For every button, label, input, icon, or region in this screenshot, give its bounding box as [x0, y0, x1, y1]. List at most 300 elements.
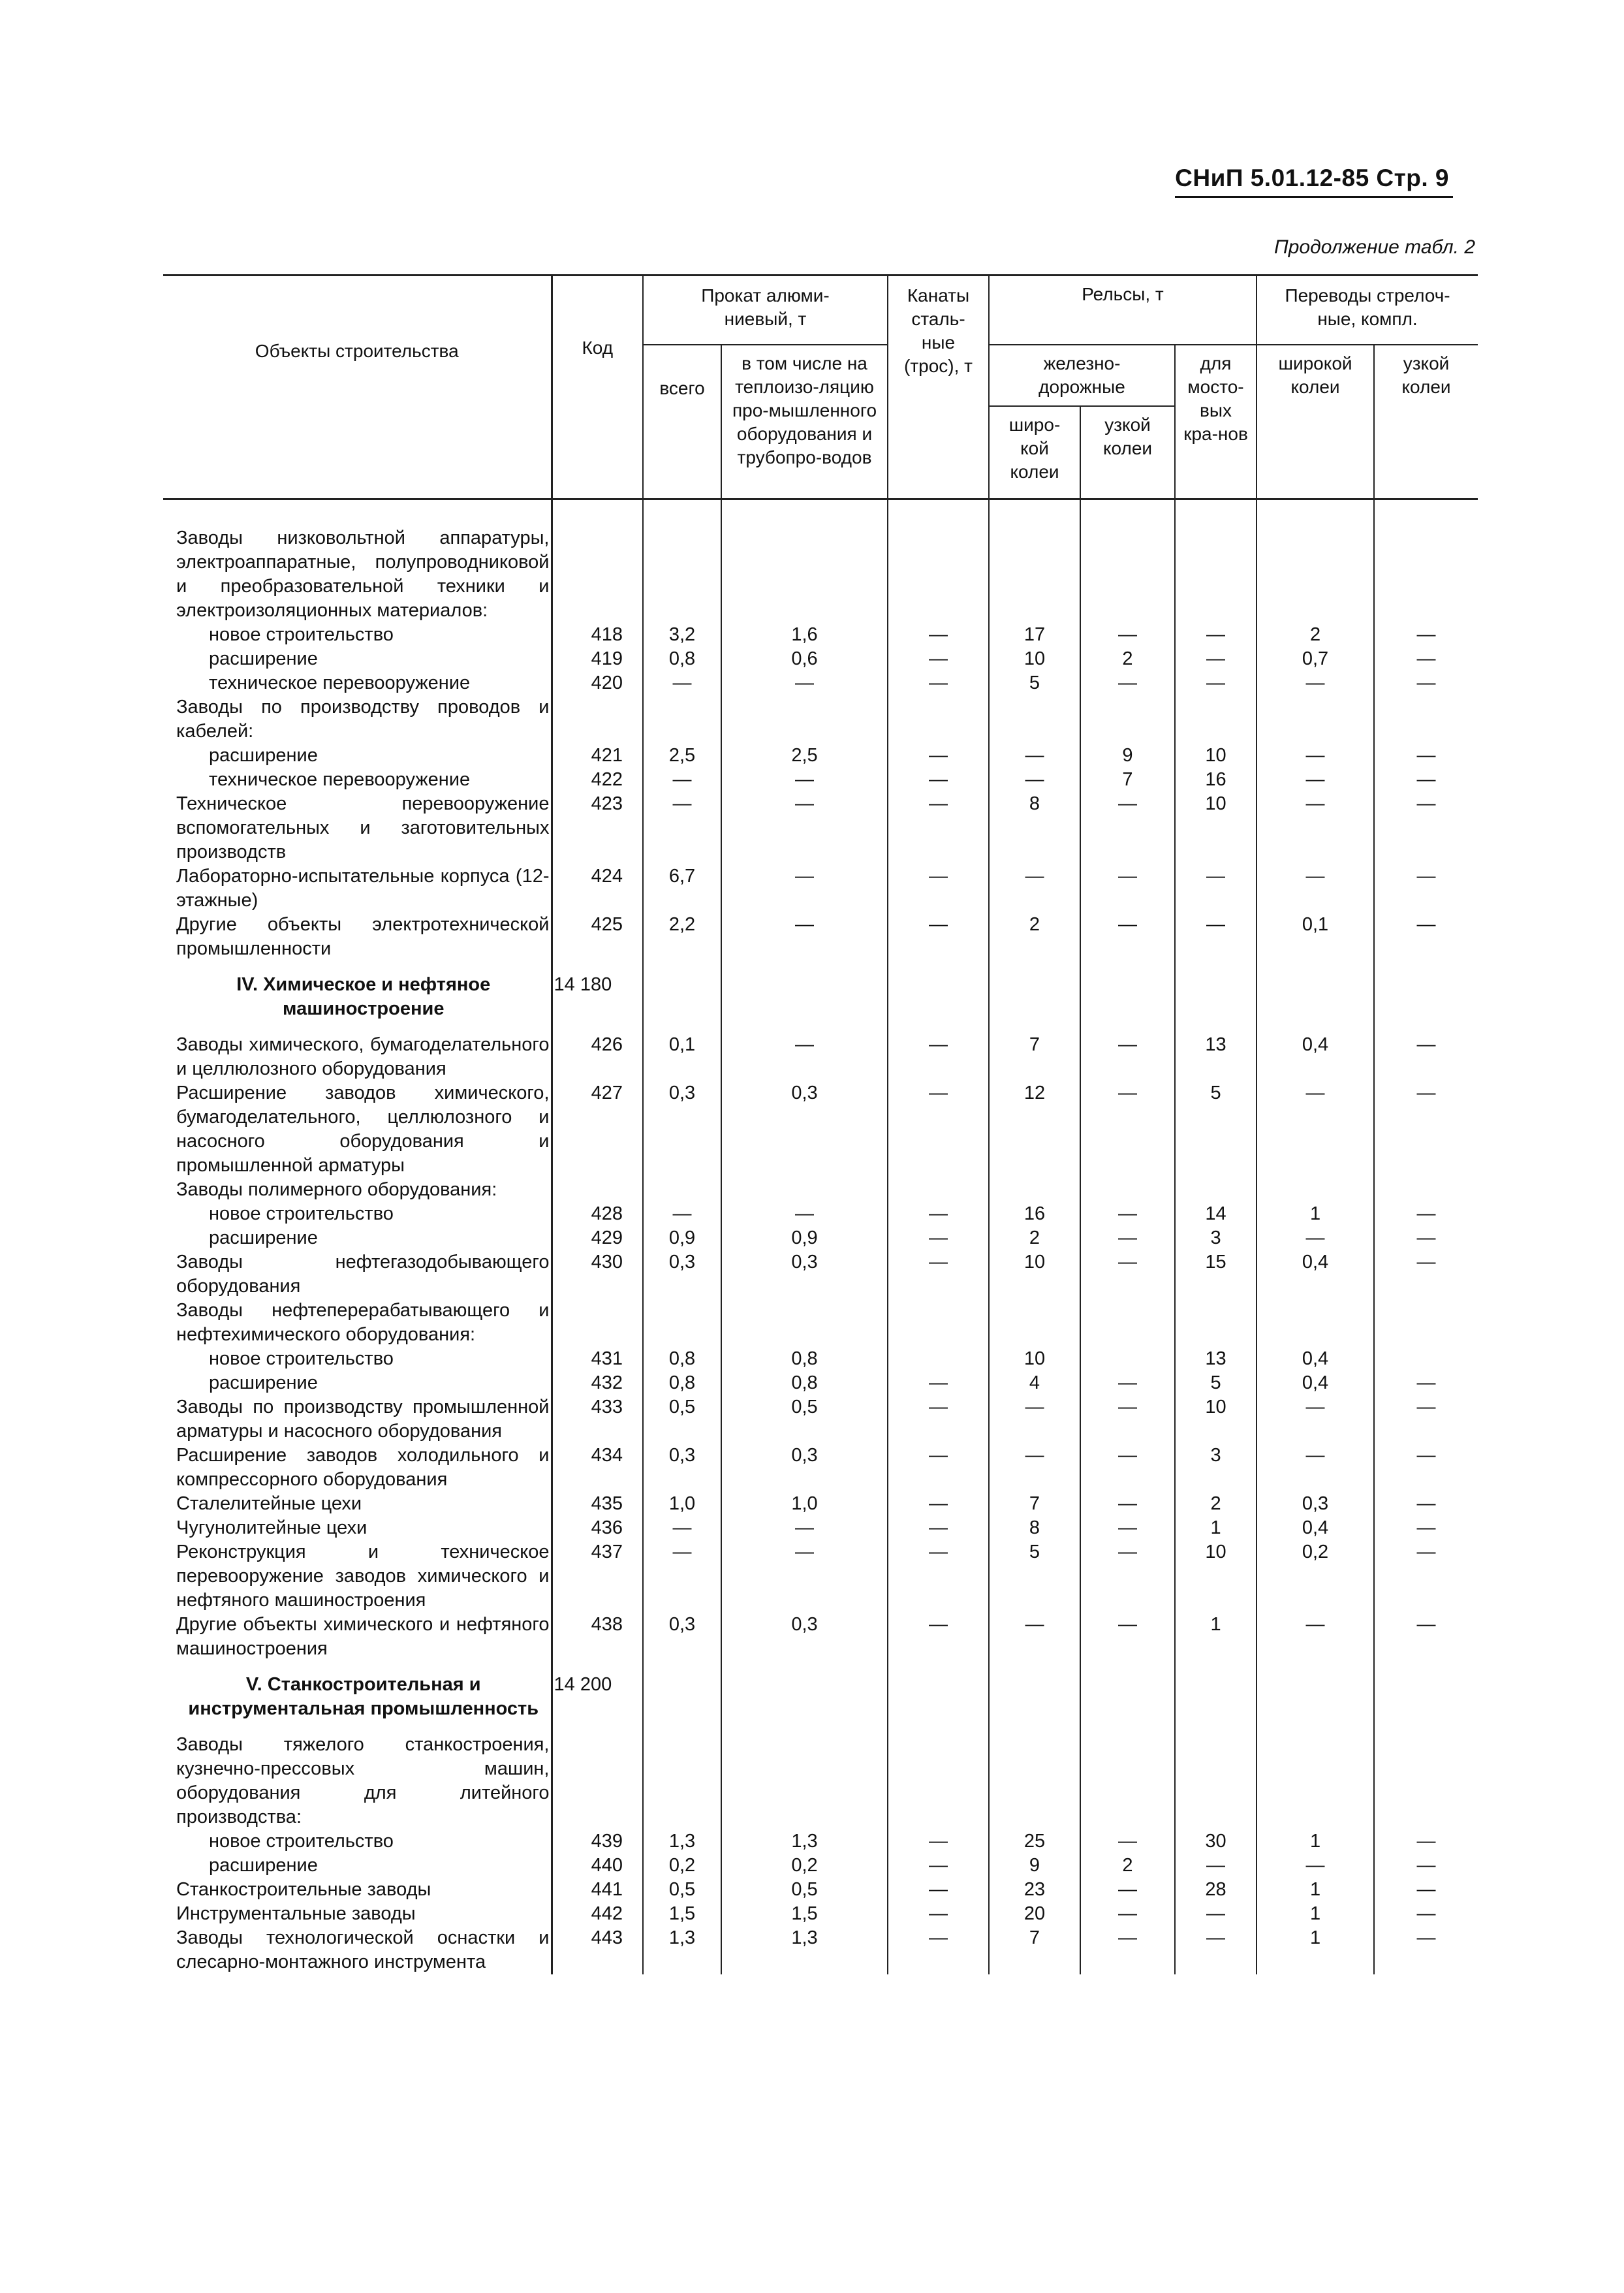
- table-row: [163, 1347, 1478, 1371]
- aluminum-total-cell: 2,2: [643, 913, 721, 961]
- switches-narrow-cell: —: [1374, 768, 1478, 792]
- rails-bridge-cranes-cell: 10: [1175, 744, 1257, 768]
- rails-narrow-cell: [1080, 1178, 1175, 1202]
- rails-wide-cell: 2: [989, 1226, 1080, 1250]
- switches-narrow-cell: —: [1374, 1878, 1478, 1902]
- col-aluminum-header: Прокат алюми-ниевый, т: [643, 276, 888, 345]
- col-switches-wide-header: широкой колеи: [1257, 345, 1374, 499]
- switches-narrow-cell: [1374, 1178, 1478, 1202]
- section-heading: V. Станкостроительная и инструментальная промышленность: [188, 1674, 539, 1719]
- rails-narrow-cell: —: [1080, 1540, 1175, 1613]
- steel-ropes-cell: —: [888, 1395, 989, 1444]
- col-rails-wide-header: широ-кой колеи: [989, 406, 1080, 499]
- col-rails-railway-header: железно-дорожные: [989, 345, 1175, 406]
- code-cell: 432: [552, 1371, 643, 1395]
- aluminum-total-cell: 0,3: [643, 1081, 721, 1178]
- aluminum-insulation-cell: [721, 1299, 888, 1347]
- rails-narrow-cell: —: [1080, 1829, 1175, 1854]
- rails-wide-cell: 10: [989, 1347, 1080, 1371]
- code-cell: 424: [552, 864, 643, 913]
- table-row: [163, 961, 1478, 1033]
- rails-bridge-cranes-cell: 28: [1175, 1878, 1257, 1902]
- table-row: [163, 1178, 1478, 1202]
- rails-wide-cell: 9: [989, 1854, 1080, 1878]
- code-cell: 429: [552, 1226, 643, 1250]
- table-row: [163, 1202, 1478, 1226]
- rails-wide-cell: 25: [989, 1829, 1080, 1854]
- aluminum-insulation-cell: 0,9: [721, 1226, 888, 1250]
- object-name-cell: Реконструкция и техническое перевооружение заводов химического и нефтяного машиностроения: [176, 1542, 550, 1611]
- rails-bridge-cranes-cell: 2: [1175, 1492, 1257, 1516]
- object-name-cell: Заводы низковольтной аппаратуры, электроаппаратные, полупроводниковой и преобразовательной техники и электроизоляционных материалов:: [176, 528, 550, 621]
- object-name-cell: Сталелитейные цехи: [176, 1493, 362, 1514]
- rails-wide-cell: —: [989, 1395, 1080, 1444]
- col-switches-header: Переводы стрелоч-ные, компл.: [1257, 276, 1478, 345]
- switches-wide-cell: 0,7: [1257, 647, 1374, 671]
- aluminum-insulation-cell: 0,8: [721, 1347, 888, 1371]
- aluminum-insulation-cell: 1,3: [721, 1926, 888, 1974]
- switches-narrow-cell: —: [1374, 1540, 1478, 1613]
- table-row: [163, 1926, 1478, 1974]
- rails-narrow-cell: [1080, 1299, 1175, 1347]
- aluminum-total-cell: —: [643, 792, 721, 864]
- aluminum-total-cell: —: [643, 671, 721, 695]
- switches-wide-cell: —: [1257, 1395, 1374, 1444]
- switches-narrow-cell: [1374, 1733, 1478, 1829]
- materials-table-container: [163, 274, 1478, 1974]
- aluminum-total-cell: 0,8: [643, 1371, 721, 1395]
- aluminum-insulation-cell: —: [721, 1033, 888, 1081]
- table-row: [163, 671, 1478, 695]
- aluminum-total-cell: 0,5: [643, 1395, 721, 1444]
- rails-bridge-cranes-cell: —: [1175, 1926, 1257, 1974]
- switches-wide-cell: —: [1257, 768, 1374, 792]
- object-name-cell: новое строительство: [209, 624, 394, 645]
- table-row: [163, 1733, 1478, 1829]
- switches-wide-cell: —: [1257, 1613, 1374, 1661]
- rails-narrow-cell: —: [1080, 1492, 1175, 1516]
- table-row: [163, 744, 1478, 768]
- switches-narrow-cell: [1374, 1347, 1478, 1371]
- steel-ropes-cell: —: [888, 792, 989, 864]
- aluminum-total-cell: [643, 961, 721, 1033]
- rails-bridge-cranes-cell: [1175, 1178, 1257, 1202]
- rails-wide-cell: 10: [989, 1250, 1080, 1299]
- aluminum-total-cell: 0,3: [643, 1613, 721, 1661]
- section-heading: IV. Химическое и нефтяное машиностроение: [236, 974, 491, 1019]
- rails-bridge-cranes-cell: —: [1175, 671, 1257, 695]
- aluminum-insulation-cell: 0,5: [721, 1395, 888, 1444]
- object-name-cell: Другие объекты химического и нефтяного машиностроения: [176, 1614, 550, 1659]
- aluminum-insulation-cell: 0,3: [721, 1613, 888, 1661]
- aluminum-total-cell: 0,3: [643, 1250, 721, 1299]
- code-cell: 431: [552, 1347, 643, 1371]
- aluminum-total-cell: —: [643, 1202, 721, 1226]
- aluminum-insulation-cell: 0,3: [721, 1250, 888, 1299]
- object-name-cell: расширение: [209, 1227, 318, 1248]
- aluminum-insulation-cell: [721, 1661, 888, 1733]
- steel-ropes-cell: —: [888, 1829, 989, 1854]
- rails-bridge-cranes-cell: 15: [1175, 1250, 1257, 1299]
- table-row: [163, 1516, 1478, 1540]
- rails-bridge-cranes-cell: 13: [1175, 1347, 1257, 1371]
- aluminum-total-cell: —: [643, 768, 721, 792]
- aluminum-total-cell: 0,8: [643, 1347, 721, 1371]
- switches-wide-cell: —: [1257, 1854, 1374, 1878]
- rails-bridge-cranes-cell: —: [1175, 647, 1257, 671]
- materials-table: [163, 274, 1478, 1974]
- rails-narrow-cell: [1080, 1347, 1175, 1371]
- aluminum-total-cell: 1,3: [643, 1926, 721, 1974]
- code-cell: [552, 695, 643, 744]
- switches-wide-cell: 0,2: [1257, 1540, 1374, 1613]
- aluminum-insulation-cell: [721, 499, 888, 624]
- code-cell: [552, 1178, 643, 1202]
- switches-narrow-cell: —: [1374, 1492, 1478, 1516]
- rails-bridge-cranes-cell: —: [1175, 864, 1257, 913]
- aluminum-total-cell: —: [643, 1540, 721, 1613]
- steel-ropes-cell: —: [888, 1492, 989, 1516]
- rails-narrow-cell: —: [1080, 1926, 1175, 1974]
- table-row: [163, 1829, 1478, 1854]
- code-cell: 14 180: [552, 961, 643, 1033]
- rails-wide-cell: 10: [989, 647, 1080, 671]
- steel-ropes-cell: —: [888, 1878, 989, 1902]
- aluminum-insulation-cell: 1,6: [721, 623, 888, 647]
- table-continuation-label: Продолжение табл. 2: [1274, 236, 1475, 258]
- aluminum-insulation-cell: 1,5: [721, 1902, 888, 1926]
- rails-wide-cell: [989, 499, 1080, 624]
- object-name-cell: техническое перевооружение: [209, 672, 471, 693]
- switches-narrow-cell: —: [1374, 913, 1478, 961]
- steel-ropes-cell: —: [888, 1226, 989, 1250]
- switches-narrow-cell: [1374, 1661, 1478, 1733]
- switches-narrow-cell: —: [1374, 792, 1478, 864]
- aluminum-total-cell: 2,5: [643, 744, 721, 768]
- rails-narrow-cell: —: [1080, 1516, 1175, 1540]
- aluminum-insulation-cell: —: [721, 913, 888, 961]
- rails-narrow-cell: —: [1080, 913, 1175, 961]
- table-row: [163, 1661, 1478, 1733]
- aluminum-total-cell: 1,5: [643, 1902, 721, 1926]
- switches-wide-cell: —: [1257, 1081, 1374, 1178]
- rails-bridge-cranes-cell: [1175, 695, 1257, 744]
- col-switches-narrow-header: узкой колеи: [1374, 345, 1478, 499]
- table-row: [163, 1540, 1478, 1613]
- steel-ropes-cell: [888, 1733, 989, 1829]
- aluminum-total-cell: [643, 499, 721, 624]
- rails-narrow-cell: [1080, 695, 1175, 744]
- rails-bridge-cranes-cell: 10: [1175, 792, 1257, 864]
- aluminum-insulation-cell: [721, 695, 888, 744]
- switches-wide-cell: 1: [1257, 1926, 1374, 1974]
- aluminum-total-cell: 0,8: [643, 647, 721, 671]
- table-row: [163, 1226, 1478, 1250]
- switches-narrow-cell: —: [1374, 1854, 1478, 1878]
- rails-narrow-cell: —: [1080, 1081, 1175, 1178]
- col-rails-bridge-cranes-header: для мосто-вых кра-нов: [1175, 345, 1257, 499]
- rails-narrow-cell: —: [1080, 623, 1175, 647]
- rails-narrow-cell: [1080, 499, 1175, 624]
- object-name-cell: Расширение заводов химического, бумагоделательного, целлюлозного и насосного оборудования и промышленной арматуры: [176, 1083, 550, 1176]
- rails-wide-cell: 5: [989, 671, 1080, 695]
- steel-ropes-cell: —: [888, 1444, 989, 1492]
- aluminum-total-cell: 3,2: [643, 623, 721, 647]
- rails-narrow-cell: —: [1080, 1250, 1175, 1299]
- rails-bridge-cranes-cell: [1175, 961, 1257, 1033]
- aluminum-total-cell: 1,0: [643, 1492, 721, 1516]
- rails-narrow-cell: —: [1080, 1395, 1175, 1444]
- aluminum-insulation-cell: —: [721, 792, 888, 864]
- aluminum-total-cell: 1,3: [643, 1829, 721, 1854]
- document-header: СНиП 5.01.12-85 Стр. 9: [1175, 165, 1449, 191]
- col-objects-header: Объекты строительства: [163, 276, 552, 499]
- object-name-cell: расширение: [209, 1372, 318, 1393]
- aluminum-insulation-cell: 0,6: [721, 647, 888, 671]
- switches-narrow-cell: [1374, 961, 1478, 1033]
- switches-narrow-cell: —: [1374, 1829, 1478, 1854]
- switches-narrow-cell: —: [1374, 623, 1478, 647]
- switches-wide-cell: [1257, 1299, 1374, 1347]
- rails-wide-cell: [989, 1661, 1080, 1733]
- aluminum-insulation-cell: —: [721, 864, 888, 913]
- steel-ropes-cell: —: [888, 913, 989, 961]
- object-name-cell: Заводы нефтегазодобывающего оборудования: [176, 1252, 550, 1297]
- rails-bridge-cranes-cell: [1175, 1299, 1257, 1347]
- steel-ropes-cell: —: [888, 1613, 989, 1661]
- switches-narrow-cell: —: [1374, 744, 1478, 768]
- code-cell: 422: [552, 768, 643, 792]
- table-row: [163, 1250, 1478, 1299]
- code-cell: [552, 499, 643, 624]
- rails-wide-cell: 4: [989, 1371, 1080, 1395]
- table-row: [163, 1613, 1478, 1661]
- object-name-cell: Заводы технологической оснастки и слесарно-монтажного инструмента: [176, 1927, 550, 1972]
- rails-bridge-cranes-cell: 10: [1175, 1395, 1257, 1444]
- aluminum-total-cell: 0,9: [643, 1226, 721, 1250]
- switches-wide-cell: [1257, 499, 1374, 624]
- code-cell: 443: [552, 1926, 643, 1974]
- rails-wide-cell: 5: [989, 1540, 1080, 1613]
- col-code-header: Код: [552, 276, 643, 499]
- table-row: [163, 1299, 1478, 1347]
- steel-ropes-cell: [888, 1661, 989, 1733]
- rails-wide-cell: —: [989, 768, 1080, 792]
- table-row: [163, 1492, 1478, 1516]
- col-rails-header: Рельсы, т: [989, 276, 1257, 345]
- switches-narrow-cell: —: [1374, 1226, 1478, 1250]
- rails-bridge-cranes-cell: [1175, 1661, 1257, 1733]
- steel-ropes-cell: [888, 1347, 989, 1371]
- code-cell: 427: [552, 1081, 643, 1178]
- rails-wide-cell: [989, 961, 1080, 1033]
- aluminum-insulation-cell: [721, 1733, 888, 1829]
- code-cell: 440: [552, 1854, 643, 1878]
- rails-narrow-cell: —: [1080, 1613, 1175, 1661]
- aluminum-total-cell: 0,1: [643, 1033, 721, 1081]
- object-name-cell: Заводы полимерного оборудования:: [176, 1179, 497, 1200]
- aluminum-insulation-cell: 0,3: [721, 1081, 888, 1178]
- switches-narrow-cell: —: [1374, 1902, 1478, 1926]
- aluminum-insulation-cell: —: [721, 1516, 888, 1540]
- code-cell: 441: [552, 1878, 643, 1902]
- steel-ropes-cell: —: [888, 1033, 989, 1081]
- switches-wide-cell: [1257, 961, 1374, 1033]
- table-row: [163, 864, 1478, 913]
- switches-narrow-cell: [1374, 695, 1478, 744]
- rails-bridge-cranes-cell: —: [1175, 1854, 1257, 1878]
- rails-wide-cell: 16: [989, 1202, 1080, 1226]
- rails-narrow-cell: —: [1080, 1444, 1175, 1492]
- rails-wide-cell: [989, 1733, 1080, 1829]
- aluminum-insulation-cell: 0,8: [721, 1371, 888, 1395]
- switches-wide-cell: 0,4: [1257, 1250, 1374, 1299]
- steel-ropes-cell: [888, 961, 989, 1033]
- table-row: [163, 623, 1478, 647]
- code-cell: 426: [552, 1033, 643, 1081]
- code-cell: 437: [552, 1540, 643, 1613]
- rails-bridge-cranes-cell: —: [1175, 1902, 1257, 1926]
- rails-wide-cell: 2: [989, 913, 1080, 961]
- rails-bridge-cranes-cell: 5: [1175, 1081, 1257, 1178]
- switches-narrow-cell: —: [1374, 1033, 1478, 1081]
- rails-bridge-cranes-cell: —: [1175, 623, 1257, 647]
- switches-narrow-cell: [1374, 499, 1478, 624]
- switches-wide-cell: 0,3: [1257, 1492, 1374, 1516]
- rails-wide-cell: [989, 1299, 1080, 1347]
- col-steel-ropes-header: Канаты сталь-ные (трос), т: [888, 276, 989, 499]
- rails-bridge-cranes-cell: 10: [1175, 1540, 1257, 1613]
- switches-wide-cell: —: [1257, 792, 1374, 864]
- aluminum-total-cell: 6,7: [643, 864, 721, 913]
- aluminum-insulation-cell: 0,3: [721, 1444, 888, 1492]
- aluminum-insulation-cell: —: [721, 768, 888, 792]
- rails-wide-cell: [989, 1178, 1080, 1202]
- aluminum-insulation-cell: —: [721, 1540, 888, 1613]
- rails-bridge-cranes-cell: 13: [1175, 1033, 1257, 1081]
- steel-ropes-cell: —: [888, 1202, 989, 1226]
- switches-wide-cell: [1257, 1733, 1374, 1829]
- object-name-cell: новое строительство: [209, 1831, 394, 1852]
- rails-wide-cell: 23: [989, 1878, 1080, 1902]
- rails-narrow-cell: 2: [1080, 647, 1175, 671]
- steel-ropes-cell: —: [888, 647, 989, 671]
- aluminum-total-cell: 0,3: [643, 1444, 721, 1492]
- rails-narrow-cell: 9: [1080, 744, 1175, 768]
- switches-wide-cell: [1257, 1661, 1374, 1733]
- aluminum-total-cell: 0,2: [643, 1854, 721, 1878]
- table-row: [163, 1081, 1478, 1178]
- steel-ropes-cell: —: [888, 744, 989, 768]
- header-rule: [1175, 196, 1453, 198]
- code-cell: 433: [552, 1395, 643, 1444]
- code-cell: 438: [552, 1613, 643, 1661]
- aluminum-insulation-cell: —: [721, 1202, 888, 1226]
- object-name-cell: расширение: [209, 1855, 318, 1876]
- object-name-cell: техническое перевооружение: [209, 769, 471, 790]
- rails-narrow-cell: 7: [1080, 768, 1175, 792]
- switches-narrow-cell: —: [1374, 1250, 1478, 1299]
- rails-wide-cell: 12: [989, 1081, 1080, 1178]
- aluminum-insulation-cell: 0,2: [721, 1854, 888, 1878]
- rails-bridge-cranes-cell: 3: [1175, 1444, 1257, 1492]
- rails-bridge-cranes-cell: 14: [1175, 1202, 1257, 1226]
- aluminum-insulation-cell: [721, 1178, 888, 1202]
- steel-ropes-cell: —: [888, 1540, 989, 1613]
- switches-narrow-cell: —: [1374, 1395, 1478, 1444]
- code-cell: 434: [552, 1444, 643, 1492]
- col-aluminum-total-header: всего: [643, 345, 721, 499]
- aluminum-insulation-cell: —: [721, 671, 888, 695]
- switches-wide-cell: 1: [1257, 1202, 1374, 1226]
- code-cell: 420: [552, 671, 643, 695]
- object-name-cell: Чугунолитейные цехи: [176, 1517, 367, 1538]
- code-cell: 430: [552, 1250, 643, 1299]
- rails-narrow-cell: —: [1080, 1202, 1175, 1226]
- switches-narrow-cell: —: [1374, 1516, 1478, 1540]
- steel-ropes-cell: —: [888, 1902, 989, 1926]
- switches-narrow-cell: —: [1374, 1444, 1478, 1492]
- aluminum-total-cell: [643, 1299, 721, 1347]
- object-name-cell: расширение: [209, 648, 318, 669]
- code-cell: 423: [552, 792, 643, 864]
- table-row: [163, 647, 1478, 671]
- steel-ropes-cell: —: [888, 1371, 989, 1395]
- steel-ropes-cell: —: [888, 671, 989, 695]
- steel-ropes-cell: [888, 1178, 989, 1202]
- rails-bridge-cranes-cell: [1175, 499, 1257, 624]
- rails-wide-cell: —: [989, 744, 1080, 768]
- table-row: [163, 768, 1478, 792]
- switches-wide-cell: [1257, 1178, 1374, 1202]
- code-cell: 421: [552, 744, 643, 768]
- switches-wide-cell: 0,1: [1257, 913, 1374, 961]
- switches-narrow-cell: —: [1374, 647, 1478, 671]
- steel-ropes-cell: —: [888, 768, 989, 792]
- switches-wide-cell: —: [1257, 744, 1374, 768]
- aluminum-insulation-cell: 1,0: [721, 1492, 888, 1516]
- switches-wide-cell: —: [1257, 671, 1374, 695]
- switches-narrow-cell: —: [1374, 864, 1478, 913]
- code-cell: 436: [552, 1516, 643, 1540]
- code-cell: 419: [552, 647, 643, 671]
- rails-narrow-cell: —: [1080, 864, 1175, 913]
- table-row: [163, 1371, 1478, 1395]
- rails-wide-cell: —: [989, 864, 1080, 913]
- steel-ropes-cell: —: [888, 623, 989, 647]
- table-row: [163, 792, 1478, 864]
- code-cell: [552, 1733, 643, 1829]
- steel-ropes-cell: —: [888, 1516, 989, 1540]
- code-cell: 442: [552, 1902, 643, 1926]
- object-name-cell: Заводы по производству проводов и кабелей:: [176, 697, 550, 742]
- code-cell: 435: [552, 1492, 643, 1516]
- rails-bridge-cranes-cell: 1: [1175, 1613, 1257, 1661]
- steel-ropes-cell: [888, 695, 989, 744]
- object-name-cell: Другие объекты электротехнической промышленности: [176, 914, 550, 959]
- switches-narrow-cell: —: [1374, 1613, 1478, 1661]
- object-name-cell: Инструментальные заводы: [176, 1903, 416, 1924]
- rails-narrow-cell: —: [1080, 1878, 1175, 1902]
- switches-wide-cell: 1: [1257, 1902, 1374, 1926]
- object-name-cell: Заводы тяжелого станкостроения, кузнечно-прессовых машин, оборудования для литейного производства:: [176, 1734, 550, 1827]
- rails-bridge-cranes-cell: 5: [1175, 1371, 1257, 1395]
- aluminum-total-cell: [643, 1178, 721, 1202]
- switches-wide-cell: 0,4: [1257, 1033, 1374, 1081]
- rails-narrow-cell: —: [1080, 1033, 1175, 1081]
- object-name-cell: Заводы по производству промышленной арматуры и насосного оборудования: [176, 1397, 550, 1442]
- code-cell: 418: [552, 623, 643, 647]
